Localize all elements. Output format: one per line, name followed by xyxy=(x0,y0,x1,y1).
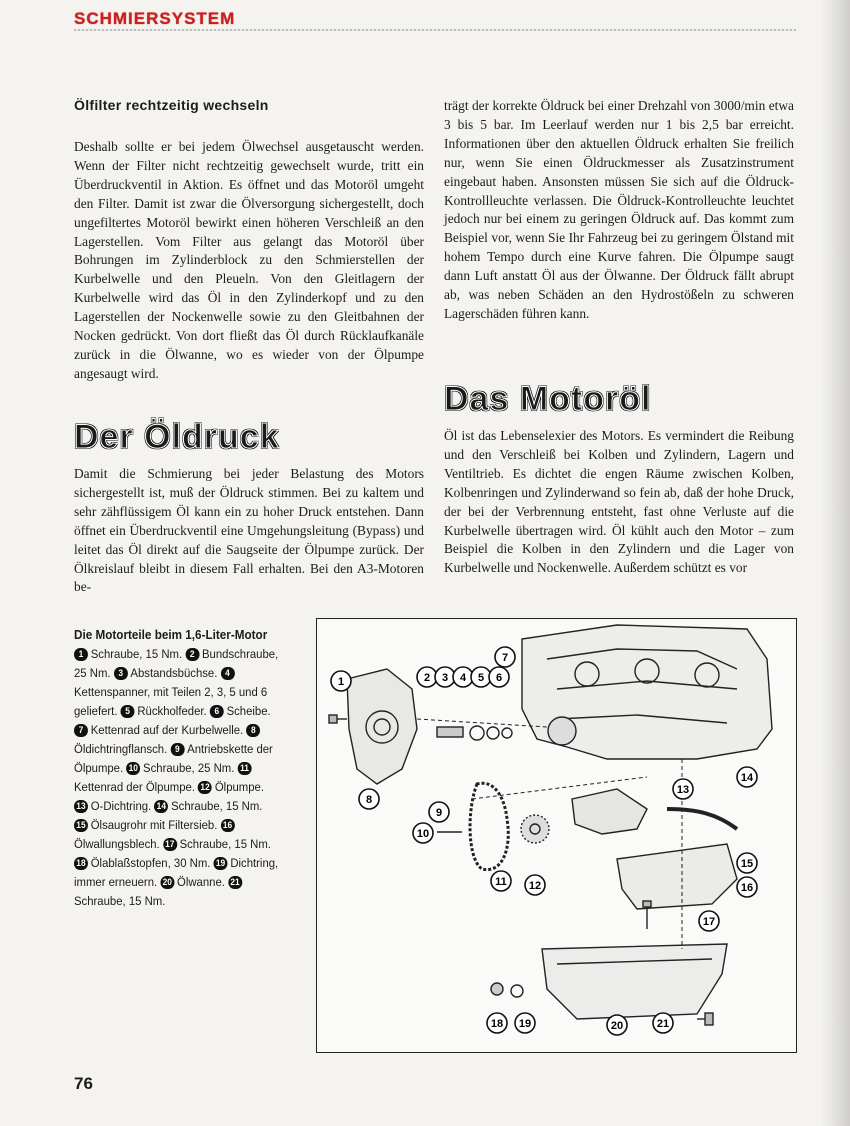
left-para-1-text: Deshalb sollte er bei jedem Ölwechsel ausgetauscht werden. Wenn der Filter nicht rechtzeitig gewechselt wurde, tritt ein Überdruckventil in Aktion. Es öffnet und das Motoröl umgeht den Filter. Damit ist zwar die Ölversorgung sichergestellt, doch ungefiltertes Motoröl bewirkt einen höheren Verschleiß an den Lagerstellen. Vom Filter aus gelangt das Motoröl über Bohrungen im Zylinderblock zu den Schmierstellen der Kurbelwelle und den Pleueln. Von den Gleitlagern der Kurbelwelle wird das Öl in den Zylinderkopf und zu den Lagerstellen der Nockenwelle sowie zu den Gleitbahnen der Nocken gedrückt. Von dort fließt das Öl durch Rücklaufkanäle zurück in die Ölwanne, wo es wieder von der Ölpumpe angesaugt wird. xyxy=(74,139,424,381)
svg-text:8: 8 xyxy=(365,794,373,806)
page-number: 76 xyxy=(74,1074,93,1093)
legend-number-badge: 6 xyxy=(210,705,224,718)
callout-9 xyxy=(429,802,449,822)
legend-number-badge: 9 xyxy=(170,743,184,756)
legend-number-badge: 5 xyxy=(121,705,135,718)
svg-text:13: 13 xyxy=(676,784,690,796)
legend-item-text: Scheibe. xyxy=(226,704,271,718)
legend-item-text: Öldichtringflansch. xyxy=(74,742,171,756)
legend-item-text: Schraube, 15 Nm. xyxy=(74,894,166,908)
svg-text:12: 12 xyxy=(528,880,542,892)
callout-13 xyxy=(673,779,693,799)
legend-item-text: Ölablaßstopfen, 30 Nm. xyxy=(90,856,214,870)
callout-8 xyxy=(359,789,379,809)
legend-item-text: Schraube, 25 Nm. xyxy=(143,761,238,775)
oil-seal-flange xyxy=(347,669,417,784)
legend-number-badge: 16 xyxy=(221,819,235,832)
svg-text:3: 3 xyxy=(441,672,449,684)
right-para-1-text: trägt der korrekte Öldruck bei einer Drehzahl von 3000/min etwa 3 bis 5 bar. Im Leerlauf werden nur 1 bis 2,5 bar erreicht. Informationen über den aktuellen Öldruck erhalten Sie freilich nur, wenn Sie einen Öldruckmesser als Zusatzinstrument eingebaut haben. Ansonsten müssen Sie sich auf die Öldruck-Kontrollleuchte verlassen. Die Öldruck-Kontrolleuchte leuchtet jedoch nur bei einem zu geringen Öldruck auf. Das kommt zum Beispiel vor, wenn Sie Ihr Fahrzeug bei zu geringem Ölstand mit hohem Tempo durch eine Kurve fahren. Die Ölpumpe saugt dann Luft anstatt Öl aus der Ölwanne. Der Öldruck fällt abrupt ab, was neben Schäden an den Hydrostößeln zu schweren Lagerschäden führen kann. xyxy=(444,98,794,321)
oil-pump-chain xyxy=(470,783,508,869)
right-para-1 xyxy=(444,97,794,324)
oil-pan xyxy=(542,944,727,1019)
callout-18 xyxy=(487,1013,507,1033)
svg-text:20: 20 xyxy=(610,1020,624,1032)
legend-item-text: Bundschraube, 25 Nm. xyxy=(74,647,279,680)
legend-number-badge: 10 xyxy=(126,762,140,775)
legend-number-badge: 8 xyxy=(246,724,260,737)
callout-17 xyxy=(699,911,719,931)
callout-4 xyxy=(453,667,473,687)
legend-item-text: Kettenspanner, mit Teilen 2, 3, 5 und 6 geliefert. xyxy=(74,685,268,718)
left-para-2 xyxy=(74,465,424,597)
callout-3 xyxy=(435,667,455,687)
heading-oelfilter: Ölfilter rechtzeitig wechseln xyxy=(74,97,269,113)
legend-number-badge: 1 xyxy=(74,648,88,661)
callout-11 xyxy=(491,871,511,891)
engine-exploded-diagram xyxy=(316,618,797,1053)
callout-7 xyxy=(495,647,515,667)
header-rule xyxy=(74,29,796,31)
legend-number-badge: 20 xyxy=(160,876,174,889)
legend-item-text: O-Dichtring. xyxy=(90,799,155,813)
legend-number-badge: 11 xyxy=(238,762,252,775)
legend-number-badge: 19 xyxy=(214,857,228,870)
legend-item-text: Ölsaugrohr mit Filtersieb. xyxy=(90,818,221,832)
callout-21 xyxy=(653,1013,673,1033)
legend-item-text: Antriebskette der Ölpumpe. xyxy=(74,742,273,775)
legend-item-text: Ölwanne. xyxy=(177,875,229,889)
left-para-2-text: Damit die Schmierung bei jeder Belastung des Motors sichergestellt ist, muß der Öldruck stimmen. Bei zu kaltem und sehr zähflüssigem Öl kann ein zu hoher Druck entstehen. Dann öffnet ein Überdruckventil eine Umgehungsleitung (Bypass) und leitet das Öl direkt auf die Saugseite der Ölpumpe zurück. Der Ölkreislauf bleibt in diesem Fall erhalten. Bei den A3-Motoren be- xyxy=(74,466,424,595)
svg-text:5: 5 xyxy=(477,672,485,684)
legend-number-badge: 2 xyxy=(185,648,199,661)
legend-item-text: Schraube, 15 Nm. xyxy=(171,799,263,813)
svg-text:17: 17 xyxy=(702,916,716,928)
page-spine-shadow xyxy=(820,0,850,1126)
right-para-2-text: Öl ist das Lebenselexier des Motors. Es vermindert die Reibung und den Verschleiß bei Kolben und Zylindern, Lagern und Ventiltrieb. Es dichtet die engen Räume zwischen Kolben, Kolbenringen und Zylinderwand so fein ab, daß der hohe Druck, der bei der Verbrennung entsteht, fast ohne Verluste auf die Kurbelwelle übertragen wird. Öl kühlt auch den Motor – zum Beispiel die Kolben in den Zylindern und die Lager von Kurbelwelle und Nockenwelle. Außerdem schützt es vor xyxy=(444,428,794,576)
parts-legend xyxy=(74,626,280,911)
legend-number-badge: 3 xyxy=(114,667,128,680)
svg-text:21: 21 xyxy=(656,1018,670,1030)
legend-items xyxy=(74,647,278,908)
callout-10 xyxy=(413,823,433,843)
callout-16 xyxy=(737,877,757,897)
callout-12 xyxy=(525,875,545,895)
legend-item-text: Rückholfeder. xyxy=(137,704,210,718)
legend-title: Die Motorteile beim 1,6-Liter-Motor xyxy=(74,628,268,642)
svg-text:10: 10 xyxy=(416,828,430,840)
legend-number-badge: 14 xyxy=(154,800,168,813)
svg-text:7: 7 xyxy=(501,652,509,664)
svg-text:6: 6 xyxy=(495,672,503,684)
legend-item-text: Kettenrad auf der Kurbelwelle. xyxy=(90,723,247,737)
right-para-2 xyxy=(444,427,794,578)
svg-text:19: 19 xyxy=(518,1018,532,1030)
callout-6 xyxy=(489,667,509,687)
legend-item-text: Abstandsbüchse. xyxy=(130,666,221,680)
legend-item-text: Ölwallungsblech. xyxy=(74,837,163,851)
legend-item-text: Kettenrad der Ölpumpe. xyxy=(74,780,199,794)
svg-text:11: 11 xyxy=(495,876,507,888)
svg-text:4: 4 xyxy=(459,672,467,684)
legend-item-text: Ölpumpe. xyxy=(214,780,265,794)
legend-number-badge: 13 xyxy=(74,800,88,813)
legend-number-badge: 15 xyxy=(74,819,88,832)
legend-number-badge: 4 xyxy=(221,667,235,680)
callout-1 xyxy=(331,671,351,691)
callout-5 xyxy=(471,667,491,687)
legend-item-text: Schraube, 15 Nm. xyxy=(179,837,271,851)
heading-motoroel: Das Motoröl xyxy=(444,380,652,418)
heading-oeldruck: Der Öldruck xyxy=(74,418,280,456)
svg-text:1: 1 xyxy=(337,676,345,688)
svg-text:9: 9 xyxy=(435,807,443,819)
legend-item-text: Schraube, 15 Nm. xyxy=(90,647,186,661)
legend-number-badge: 7 xyxy=(74,724,88,737)
oil-baffle xyxy=(617,844,737,909)
legend-number-badge: 21 xyxy=(228,876,242,889)
legend-number-badge: 17 xyxy=(163,838,177,851)
callout-14 xyxy=(737,767,757,787)
svg-text:16: 16 xyxy=(740,882,754,894)
left-para-1 xyxy=(74,138,424,384)
legend-number-badge: 12 xyxy=(198,781,212,794)
callout-2 xyxy=(417,667,437,687)
legend-item-text: Dichtring, immer erneuern. xyxy=(74,856,279,889)
svg-text:15: 15 xyxy=(740,858,754,870)
svg-text:14: 14 xyxy=(740,772,754,784)
legend-number-badge: 18 xyxy=(74,857,88,870)
diagram-drawing xyxy=(317,619,796,1052)
oil-pump xyxy=(572,789,647,834)
callout-15 xyxy=(737,853,757,873)
callout-19 xyxy=(515,1013,535,1033)
callout-20 xyxy=(607,1015,627,1035)
svg-text:18: 18 xyxy=(490,1018,504,1030)
svg-text:2: 2 xyxy=(423,672,431,684)
section-header: SCHMIERSYSTEM xyxy=(74,9,236,28)
